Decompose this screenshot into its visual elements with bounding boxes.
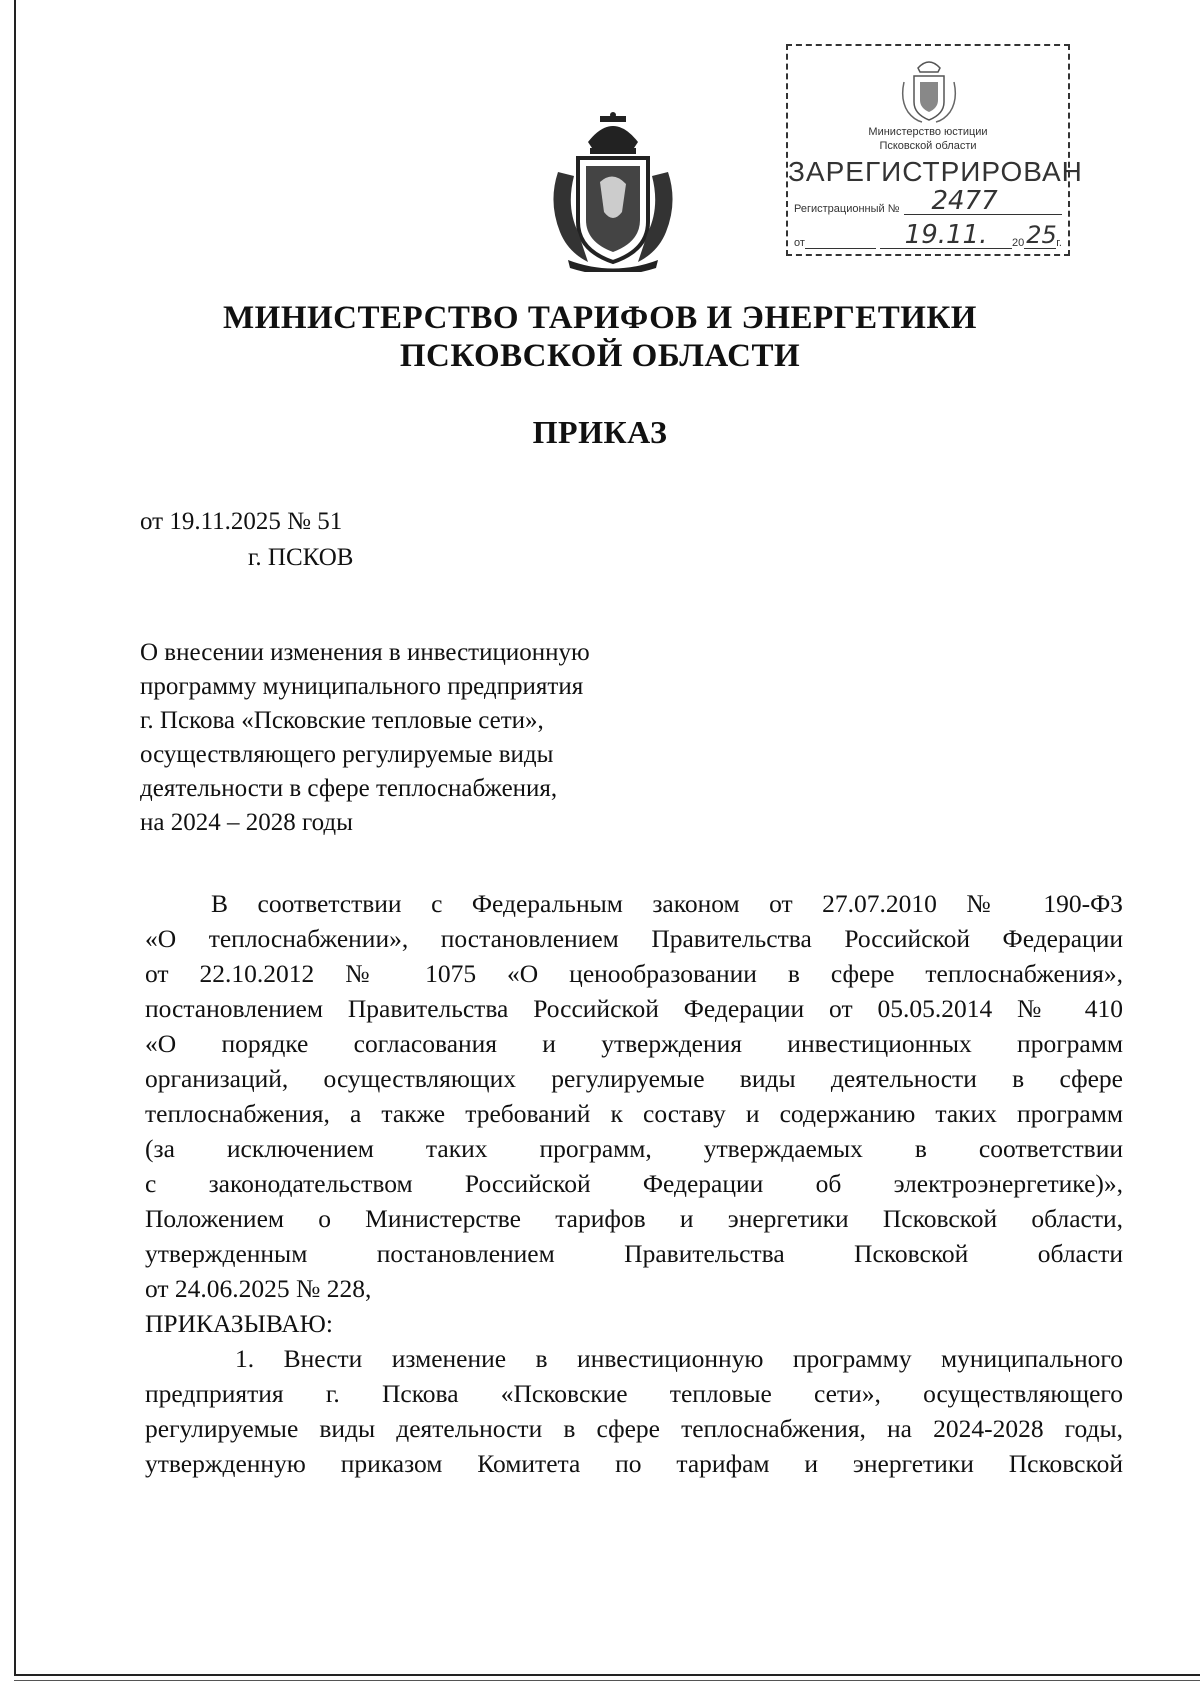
- stamp-date-row: [794, 222, 1062, 249]
- stamp-emblem-icon: [900, 56, 958, 126]
- preamble-line: В соответствии с Федеральным законом от 27.07.2010 № 190-ФЗ: [211, 889, 1123, 918]
- stamp-reg-label: Регистрационный №: [794, 203, 900, 215]
- stamp-date-underline: [805, 236, 876, 249]
- stamp-reg-underline: [1026, 202, 1062, 215]
- stamp-date-suffix: г.: [1056, 237, 1062, 249]
- document-type: ПРИКАЗ: [532, 414, 668, 450]
- preamble-line: постановлением Правительства Российской Федерации от 05.05.2014 № 410: [145, 994, 1123, 1023]
- preamble-line: с законодательством Российской Федерации об электроэнергетике)»,: [145, 1169, 1123, 1198]
- preamble-line: от 24.06.2025 № 228,: [145, 1274, 372, 1303]
- page-frame-left: [14, 0, 16, 1676]
- stamp-date-year-suffix: 25: [1026, 221, 1057, 249]
- stamp-reg-number: 2477: [904, 188, 1026, 215]
- stamp-org-line2: Псковской области: [879, 140, 977, 152]
- stamp-date-day-month: 19.11.: [880, 222, 1012, 249]
- registration-stamp: [786, 44, 1083, 256]
- preamble-line: «О порядке согласования и утверждения инвестиционных программ: [145, 1029, 1123, 1058]
- preamble-line: (за исключением таких программ, утверждаемых в соответствии: [145, 1134, 1123, 1163]
- page-frame-bottom-inner: [14, 1680, 1200, 1681]
- preamble-line: «О теплоснабжении», постановлением Правительства Российской Федерации: [145, 924, 1123, 953]
- item1-line: предприятия г. Пскова «Псковские тепловые сети», осуществляющего: [145, 1379, 1123, 1408]
- item1-line: регулируемые виды деятельности в сфере теплоснабжения, на 2024-2028 годы,: [145, 1414, 1123, 1443]
- order-word: ПРИКАЗЫВАЮ:: [145, 1309, 333, 1338]
- stamp-reg-row: [794, 188, 1062, 215]
- item1-line: 1. Внести изменение в инвестиционную программу муниципального: [235, 1344, 1123, 1373]
- preamble-line: организаций, осуществляющих регулируемые виды деятельности в сфере: [145, 1064, 1123, 1093]
- subject-line: осуществляющего регулируемые виды: [140, 741, 554, 768]
- order-date-number: от 19.11.2025 № 51: [140, 508, 343, 535]
- order-city: г. ПСКОВ: [248, 544, 354, 571]
- stamp-org-line1: Министерство юстиции: [868, 126, 988, 138]
- subject-line: на 2024 – 2028 годы: [140, 809, 353, 836]
- preamble-line: теплоснабжения, а также требований к составу и содержанию таких программ: [145, 1099, 1123, 1128]
- order-body: [145, 886, 1123, 1481]
- ministry-title-line2: ПСКОВСКОЙ ОБЛАСТИ: [399, 338, 801, 374]
- order-subject: [140, 636, 700, 840]
- page-frame-bottom: [14, 1674, 1200, 1676]
- subject-line: О внесении изменения в инвестиционную: [140, 639, 590, 666]
- preamble-line: от 22.10.2012 № 1075 «О ценообразовании в сфере теплоснабжения»,: [145, 959, 1123, 988]
- subject-line: г. Пскова «Псковские тепловые сети»,: [140, 707, 544, 734]
- stamp-status: ЗАРЕГИСТРИРОВАН: [788, 156, 1083, 187]
- item1-line: утвержденную приказом Комитета по тарифам и энергетики Псковской: [145, 1449, 1123, 1478]
- subject-line: программу муниципального предприятия: [140, 673, 584, 700]
- stamp-date-prefix: от: [794, 237, 805, 249]
- ministry-title-line1: МИНИСТЕРСТВО ТАРИФОВ И ЭНЕРГЕТИКИ: [223, 300, 977, 336]
- preamble-line: утвержденным постановлением Правительства Псковской области: [145, 1239, 1123, 1268]
- coat-of-arms-icon: [548, 112, 678, 272]
- stamp-date-year-prefix: 20: [1012, 237, 1025, 249]
- subject-line: деятельности в сфере теплоснабжения,: [140, 775, 558, 802]
- preamble-line: Положением о Министерстве тарифов и энергетики Псковской области,: [145, 1204, 1123, 1233]
